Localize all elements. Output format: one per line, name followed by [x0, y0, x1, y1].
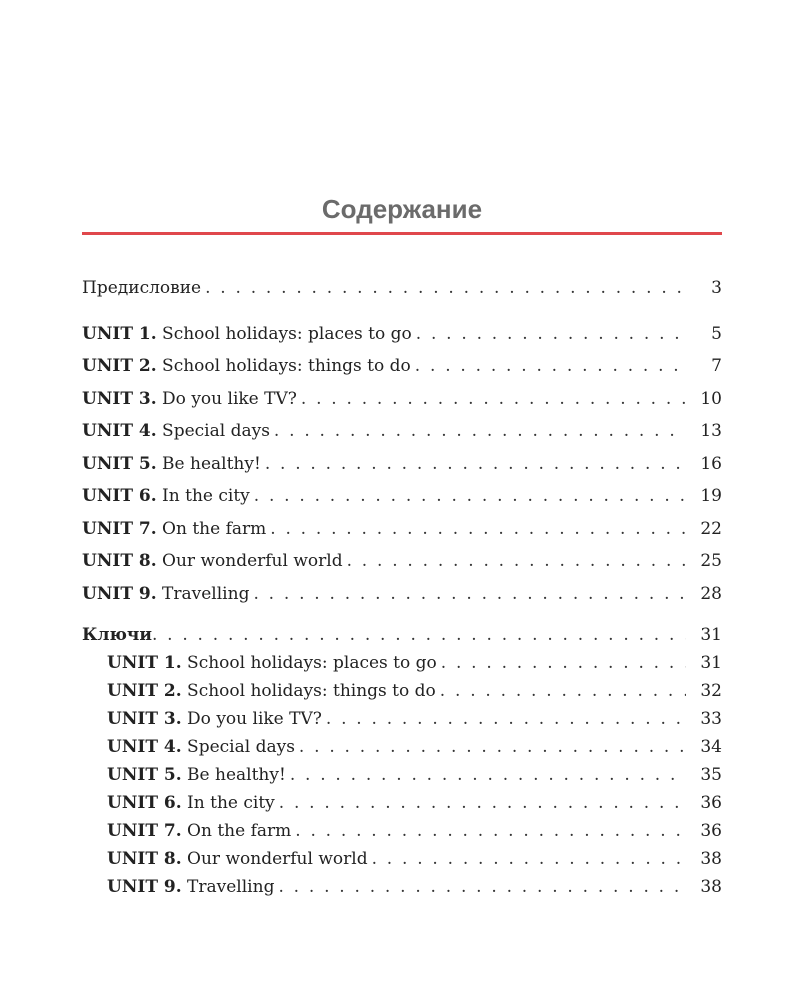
toc-subentry-key-unit-7[interactable] — [107, 819, 722, 843]
unit-number: UNIT 2. — [107, 681, 182, 701]
unit-title: School holidays: things to do — [162, 356, 411, 376]
toc-page-number: 32 — [700, 681, 722, 701]
unit-number: UNIT 8. — [82, 551, 157, 571]
toc-page-number: 25 — [700, 551, 722, 571]
unit-number: UNIT 9. — [107, 877, 182, 897]
unit-title: Do you like TV? — [187, 709, 322, 729]
toc-page-number: 38 — [700, 877, 722, 897]
unit-number: UNIT 7. — [107, 821, 182, 841]
unit-number: UNIT 6. — [82, 486, 157, 506]
toc-page-number: 31 — [700, 625, 722, 645]
dot-leader — [347, 549, 686, 573]
unit-number: UNIT 5. — [107, 765, 182, 785]
toc-entry-label: Предисловие — [82, 278, 202, 298]
toc-page-number: 28 — [700, 584, 722, 604]
toc-entry-unit-8[interactable] — [82, 549, 722, 573]
dot-leader — [279, 791, 686, 815]
toc-page-number: 33 — [700, 709, 722, 729]
dot-leader — [299, 735, 686, 759]
dot-leader — [152, 623, 686, 647]
unit-number: UNIT 4. — [107, 737, 182, 757]
unit-number: UNIT 2. — [82, 356, 157, 376]
toc-entry-keys[interactable] — [82, 623, 722, 647]
dot-leader — [205, 276, 686, 300]
unit-title: In the city — [162, 486, 250, 506]
unit-title: Our wonderful world — [162, 551, 343, 571]
unit-title: School holidays: things to do — [187, 681, 436, 701]
unit-number: UNIT 6. — [107, 793, 182, 813]
unit-title: School holidays: places to go — [187, 653, 437, 673]
dot-leader — [326, 707, 686, 731]
toc-page-number: 36 — [700, 793, 722, 813]
unit-number: UNIT 8. — [107, 849, 182, 869]
toc-subentry-key-unit-9[interactable] — [107, 875, 722, 899]
title-divider — [82, 232, 722, 235]
toc-page-number: 5 — [711, 324, 722, 344]
dot-leader — [290, 763, 686, 787]
toc-entry-unit-1[interactable] — [82, 322, 722, 346]
unit-number: UNIT 5. — [82, 454, 157, 474]
toc-subentry-key-unit-3[interactable] — [107, 707, 722, 731]
toc-page-number: 31 — [700, 653, 722, 673]
unit-title: On the farm — [187, 821, 292, 841]
toc-page-number: 16 — [700, 454, 722, 474]
unit-number: UNIT 1. — [82, 324, 157, 344]
dot-leader — [372, 847, 686, 871]
toc-entry-unit-6[interactable] — [82, 484, 722, 508]
unit-title: On the farm — [162, 519, 267, 539]
unit-title: Special days — [187, 737, 295, 757]
dot-leader — [441, 651, 686, 675]
toc-subentry-key-unit-5[interactable] — [107, 763, 722, 787]
unit-number: UNIT 9. — [82, 584, 157, 604]
toc-subentry-key-unit-1[interactable] — [107, 651, 722, 675]
unit-title: School holidays: places to go — [162, 324, 412, 344]
toc-entry-preface[interactable] — [82, 276, 722, 300]
toc-page-number: 3 — [711, 278, 722, 298]
dot-leader — [253, 582, 686, 606]
toc-entry-unit-7[interactable] — [82, 517, 722, 541]
dot-leader — [440, 679, 686, 703]
unit-title: Be healthy! — [162, 454, 261, 474]
unit-number: UNIT 1. — [107, 653, 182, 673]
dot-leader — [274, 419, 686, 443]
dot-leader — [295, 819, 686, 843]
unit-number: UNIT 4. — [82, 421, 157, 441]
dot-leader — [278, 875, 686, 899]
toc-subentry-key-unit-2[interactable] — [107, 679, 722, 703]
toc-page-number: 7 — [711, 356, 722, 376]
toc-page-number: 10 — [700, 389, 722, 409]
toc-page-number: 36 — [700, 821, 722, 841]
toc-entry-unit-2[interactable] — [82, 354, 722, 378]
unit-title: Travelling — [162, 584, 250, 604]
dot-leader — [270, 517, 686, 541]
unit-number: UNIT 7. — [82, 519, 157, 539]
toc-entry-unit-3[interactable] — [82, 387, 722, 411]
unit-title: Be healthy! — [187, 765, 286, 785]
toc-subentry-key-unit-8[interactable] — [107, 847, 722, 871]
dot-leader — [254, 484, 686, 508]
dot-leader — [415, 354, 686, 378]
unit-title: Our wonderful world — [187, 849, 368, 869]
unit-number: UNIT 3. — [107, 709, 182, 729]
toc-entry-label: Ключи — [82, 625, 152, 645]
toc-entry-unit-5[interactable] — [82, 452, 722, 476]
dot-leader — [265, 452, 686, 476]
dot-leader — [301, 387, 686, 411]
toc-entry-unit-4[interactable] — [82, 419, 722, 443]
toc-page-number: 13 — [700, 421, 722, 441]
toc-subentry-key-unit-4[interactable] — [107, 735, 722, 759]
unit-title: Travelling — [187, 877, 275, 897]
toc-page-number: 35 — [700, 765, 722, 785]
unit-title: Special days — [162, 421, 270, 441]
dot-leader — [416, 322, 686, 346]
toc-page-number: 19 — [700, 486, 722, 506]
unit-number: UNIT 3. — [82, 389, 157, 409]
unit-title: Do you like TV? — [162, 389, 297, 409]
toc-page-number: 34 — [700, 737, 722, 757]
toc-page-number: 38 — [700, 849, 722, 869]
page-title: Содержание — [321, 194, 483, 224]
toc-entry-unit-9[interactable] — [82, 582, 722, 606]
toc-page-number: 22 — [700, 519, 722, 539]
unit-title: In the city — [187, 793, 275, 813]
toc-subentry-key-unit-6[interactable] — [107, 791, 722, 815]
